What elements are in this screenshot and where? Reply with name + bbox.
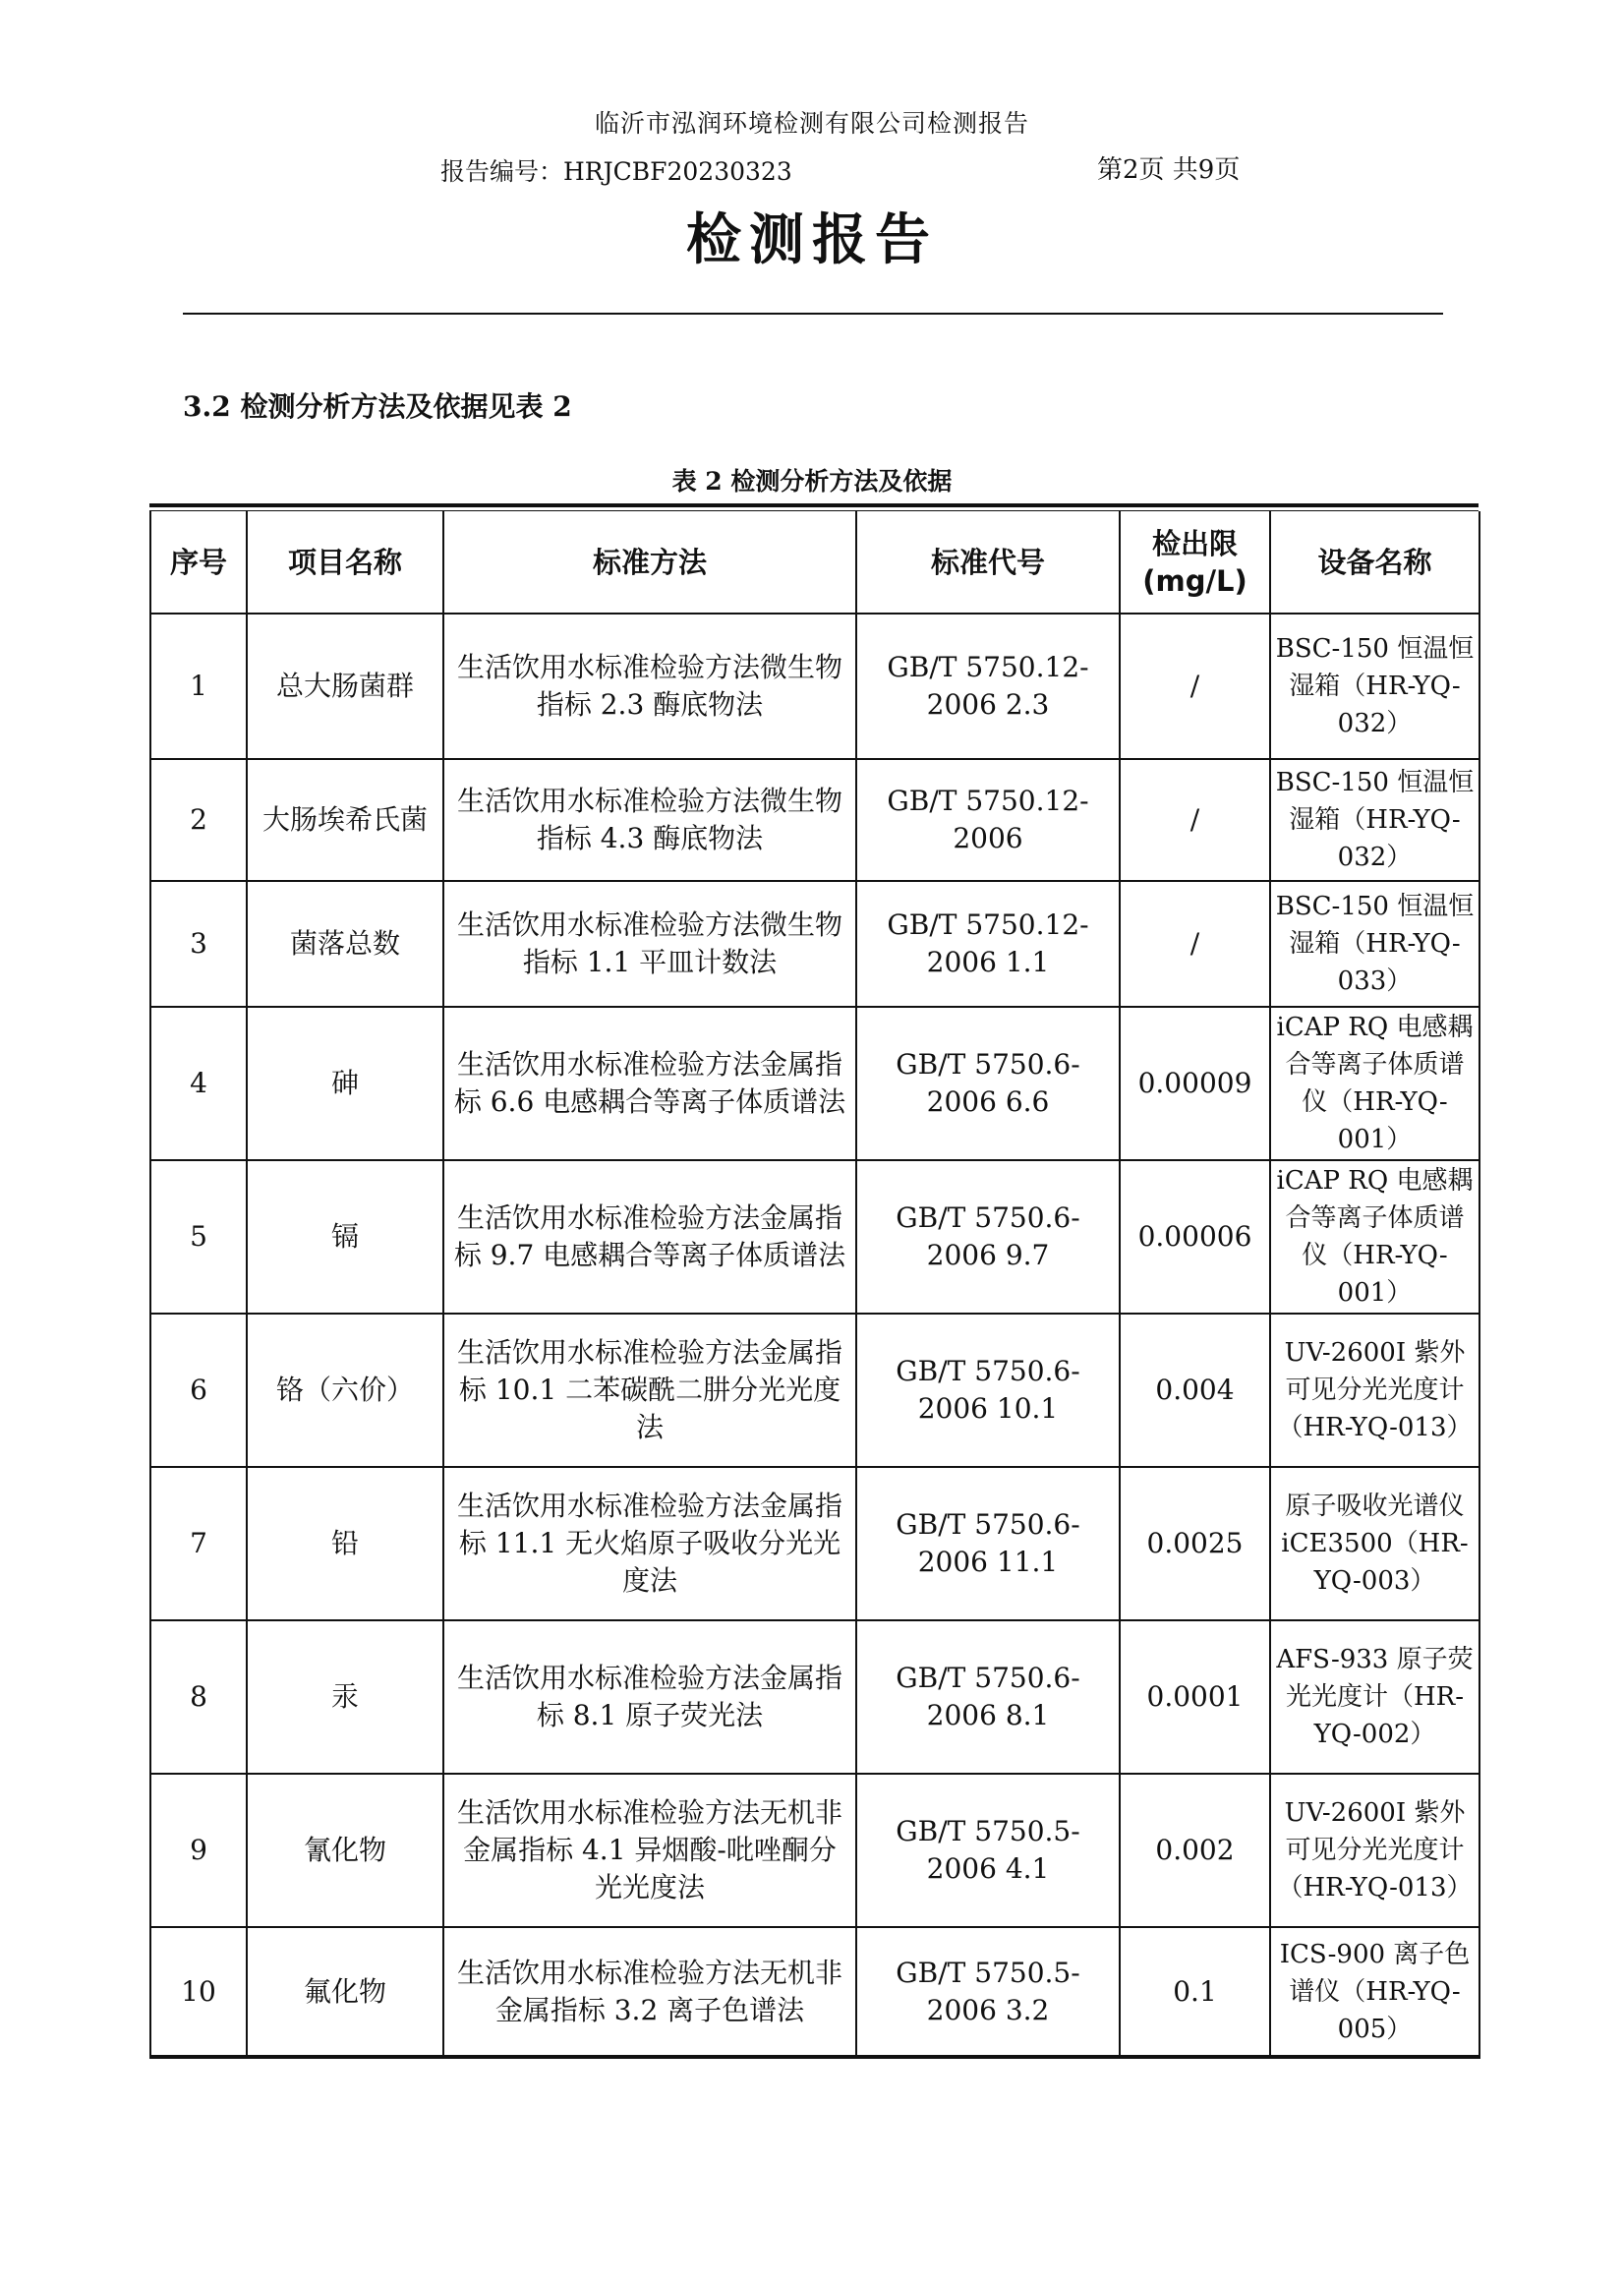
table-row xyxy=(150,1160,1479,1314)
cell-code: GB/T 5750.6-2006 6.6 xyxy=(856,1007,1120,1160)
page-title: 检测报告 xyxy=(686,208,938,272)
header-equipment: 设备名称 xyxy=(1270,511,1479,614)
header-code: 标准代号 xyxy=(856,511,1120,614)
table-row xyxy=(150,1007,1479,1160)
cell-index: 9 xyxy=(150,1774,247,1927)
cell-code: GB/T 5750.12-2006 xyxy=(856,759,1120,881)
table-row xyxy=(150,1774,1479,1927)
cell-code: GB/T 5750.5-2006 3.2 xyxy=(856,1927,1120,2057)
header-index: 序号 xyxy=(150,511,247,614)
header-item: 项目名称 xyxy=(247,511,443,614)
title-divider xyxy=(183,313,1443,315)
cell-equipment: ICS-900 离子色谱仪（HR-YQ-005） xyxy=(1270,1927,1479,2057)
report-number: 报告编号：HRJCBF20230323 xyxy=(440,157,792,186)
cell-index: 4 xyxy=(150,1007,247,1160)
cell-limit: 0.004 xyxy=(1120,1314,1270,1467)
table-header-row xyxy=(150,511,1479,614)
cell-limit: 0.00009 xyxy=(1120,1007,1270,1160)
cell-item: 总大肠菌群 xyxy=(247,614,443,759)
cell-index: 1 xyxy=(150,614,247,759)
methods-table-wrapper xyxy=(149,503,1479,2059)
cell-equipment: AFS-933 原子荧光光度计（HR-YQ-002） xyxy=(1270,1620,1479,1774)
cell-index: 5 xyxy=(150,1160,247,1314)
cell-code: GB/T 5750.12-2006 2.3 xyxy=(856,614,1120,759)
cell-equipment: UV-2600I 紫外可见分光光度计（HR-YQ-013） xyxy=(1270,1774,1479,1927)
cell-index: 2 xyxy=(150,759,247,881)
cell-index: 8 xyxy=(150,1620,247,1774)
page-indicator: 第2页 共9页 xyxy=(1097,155,1241,185)
cell-code: GB/T 5750.6-2006 11.1 xyxy=(856,1467,1120,1620)
cell-equipment: BSC-150 恒温恒湿箱（HR-YQ-033） xyxy=(1270,881,1479,1007)
cell-method: 生活饮用水标准检验方法金属指标 9.7 电感耦合等离子体质谱法 xyxy=(443,1160,856,1314)
cell-limit: 0.1 xyxy=(1120,1927,1270,2057)
table-caption: 表 2 检测分析方法及依据 xyxy=(671,467,953,496)
cell-item: 汞 xyxy=(247,1620,443,1774)
header-limit-line2: (mg/L) xyxy=(1142,563,1247,598)
cell-item: 大肠埃希氏菌 xyxy=(247,759,443,881)
cell-method: 生活饮用水标准检验方法无机非金属指标 3.2 离子色谱法 xyxy=(443,1927,856,2057)
cell-index: 7 xyxy=(150,1467,247,1620)
header-limit-line1: 检出限 xyxy=(1151,526,1238,560)
table-row xyxy=(150,759,1479,881)
cell-method: 生活饮用水标准检验方法金属指标 6.6 电感耦合等离子体质谱法 xyxy=(443,1007,856,1160)
table-row xyxy=(150,614,1479,759)
cell-item: 铅 xyxy=(247,1467,443,1620)
table-top-rule xyxy=(149,503,1479,507)
cell-equipment: 原子吸收光谱仪 iCE3500（HR-YQ-003） xyxy=(1270,1467,1479,1620)
cell-code: GB/T 5750.12-2006 1.1 xyxy=(856,881,1120,1007)
cell-limit: / xyxy=(1120,759,1270,881)
methods-table xyxy=(149,511,1480,2059)
cell-item: 氟化物 xyxy=(247,1927,443,2057)
cell-limit: / xyxy=(1120,614,1270,759)
cell-limit: / xyxy=(1120,881,1270,1007)
cell-method: 生活饮用水标准检验方法微生物指标 2.3 酶底物法 xyxy=(443,614,856,759)
cell-equipment: UV-2600I 紫外可见分光光度计（HR-YQ-013） xyxy=(1270,1314,1479,1467)
cell-code: GB/T 5750.6-2006 8.1 xyxy=(856,1620,1120,1774)
cell-method: 生活饮用水标准检验方法金属指标 10.1 二苯碳酰二肼分光光度法 xyxy=(443,1314,856,1467)
cell-method: 生活饮用水标准检验方法金属指标 11.1 无火焰原子吸收分光光度法 xyxy=(443,1467,856,1620)
cell-index: 6 xyxy=(150,1314,247,1467)
table-row xyxy=(150,1467,1479,1620)
cell-item: 氰化物 xyxy=(247,1774,443,1927)
cell-index: 10 xyxy=(150,1927,247,2057)
header-limit xyxy=(1120,511,1270,614)
company-header: 临沂市泓润环境检测有限公司检测报告 xyxy=(594,109,1029,138)
cell-method: 生活饮用水标准检验方法微生物指标 1.1 平皿计数法 xyxy=(443,881,856,1007)
cell-limit: 0.00006 xyxy=(1120,1160,1270,1314)
cell-limit: 0.002 xyxy=(1120,1774,1270,1927)
table-row xyxy=(150,881,1479,1007)
cell-equipment: BSC-150 恒温恒湿箱（HR-YQ-032） xyxy=(1270,614,1479,759)
cell-method: 生活饮用水标准检验方法无机非金属指标 4.1 异烟酸-吡唑酮分光光度法 xyxy=(443,1774,856,1927)
cell-limit: 0.0025 xyxy=(1120,1467,1270,1620)
table-row xyxy=(150,1620,1479,1774)
cell-equipment: BSC-150 恒温恒湿箱（HR-YQ-032） xyxy=(1270,759,1479,881)
cell-equipment: iCAP RQ 电感耦合等离子体质谱仪（HR-YQ-001） xyxy=(1270,1007,1479,1160)
cell-limit: 0.0001 xyxy=(1120,1620,1270,1774)
cell-item: 铬（六价） xyxy=(247,1314,443,1467)
cell-method: 生活饮用水标准检验方法金属指标 8.1 原子荧光法 xyxy=(443,1620,856,1774)
cell-method: 生活饮用水标准检验方法微生物指标 4.3 酶底物法 xyxy=(443,759,856,881)
table-row xyxy=(150,1314,1479,1467)
table-row xyxy=(150,1927,1479,2057)
cell-code: GB/T 5750.5-2006 4.1 xyxy=(856,1774,1120,1927)
header-method: 标准方法 xyxy=(443,511,856,614)
cell-item: 镉 xyxy=(247,1160,443,1314)
cell-equipment: iCAP RQ 电感耦合等离子体质谱仪（HR-YQ-001） xyxy=(1270,1160,1479,1314)
section-heading: 3.2 检测分析方法及依据见表 2 xyxy=(183,390,572,423)
cell-index: 3 xyxy=(150,881,247,1007)
cell-code: GB/T 5750.6-2006 10.1 xyxy=(856,1314,1120,1467)
cell-item: 菌落总数 xyxy=(247,881,443,1007)
cell-code: GB/T 5750.6-2006 9.7 xyxy=(856,1160,1120,1314)
cell-item: 砷 xyxy=(247,1007,443,1160)
